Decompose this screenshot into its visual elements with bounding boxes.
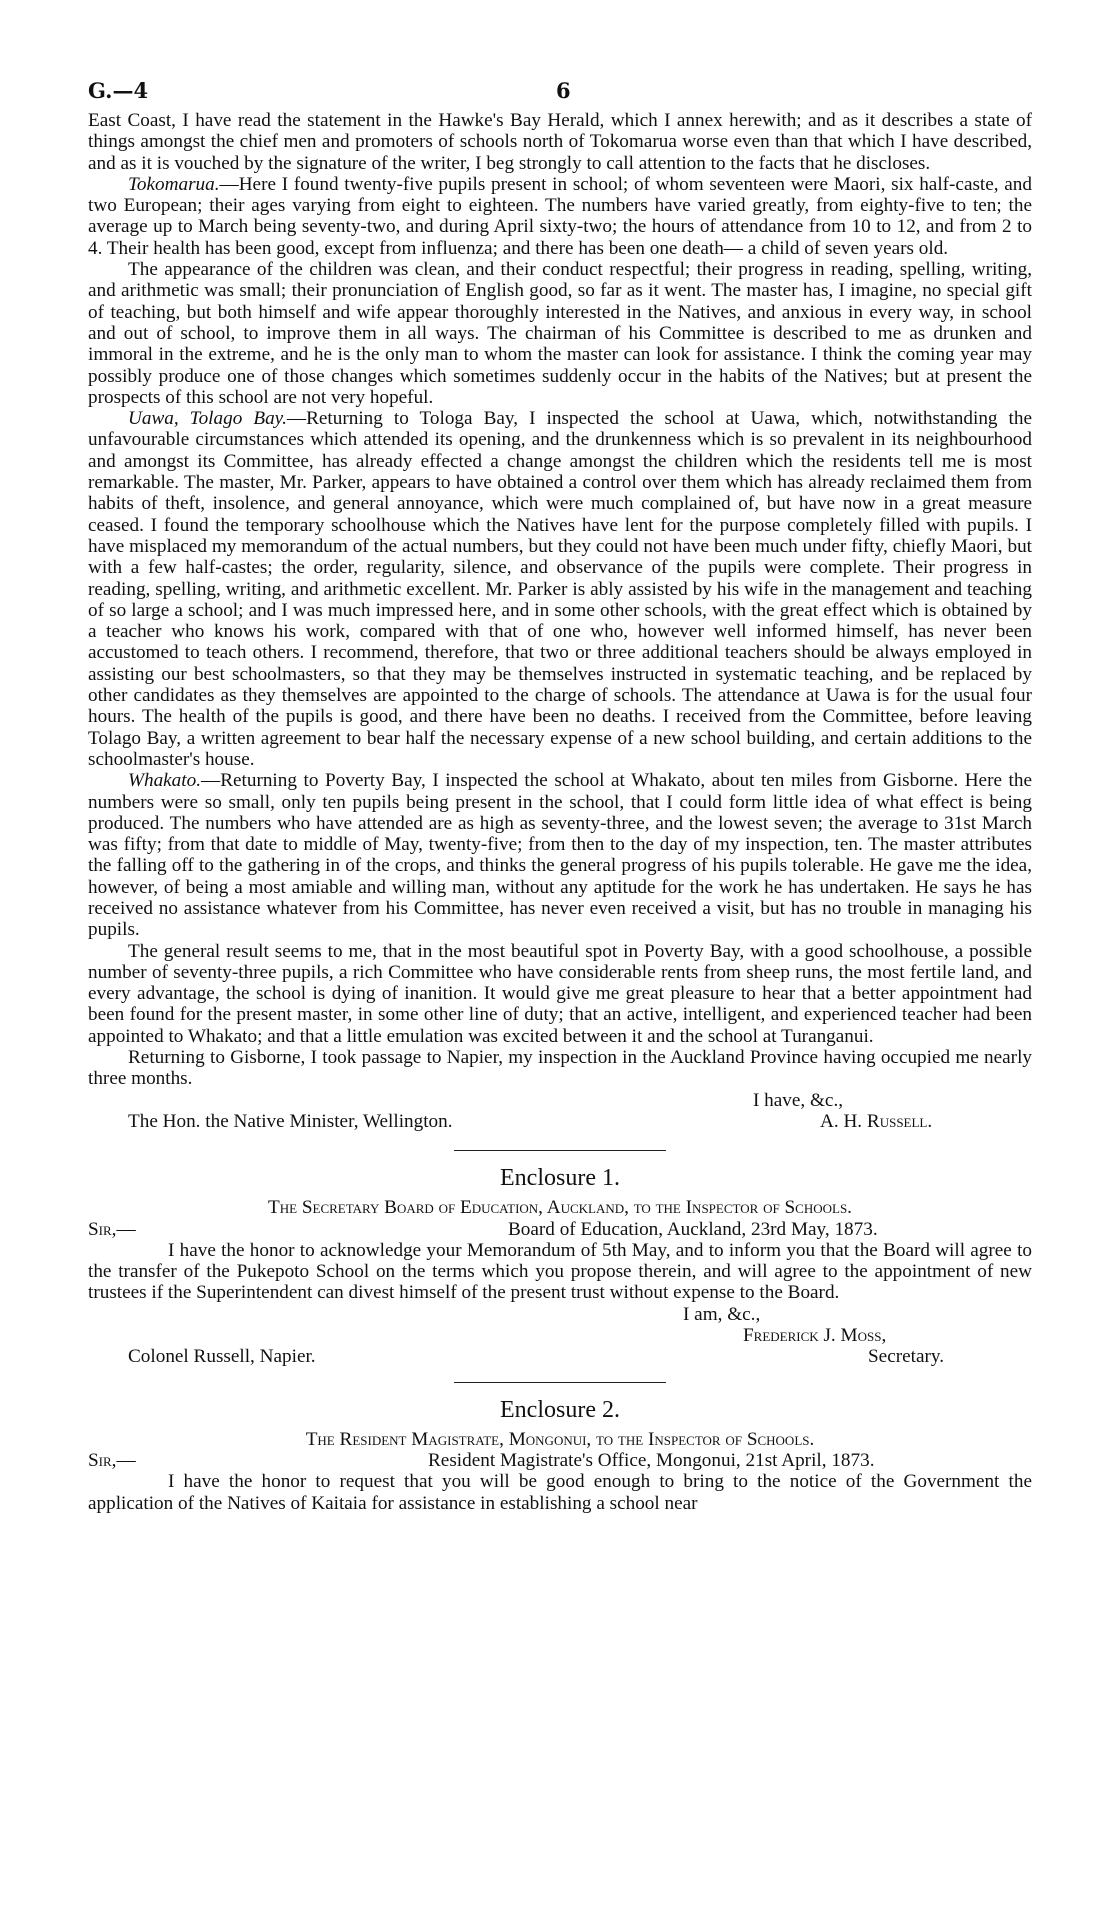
enclosure-2-salutation: Sir,—: [88, 1449, 136, 1471]
paragraph-tokomarua: [88, 174, 1032, 259]
enclosure-1-signer-title: Secretary.: [868, 1346, 944, 1368]
enclosure-1-closing-row: [88, 1304, 1032, 1325]
divider: [454, 1150, 666, 1151]
place-whakato: Whakato.: [128, 770, 202, 792]
addressee: The Hon. the Native Minister, Wellington.: [128, 1110, 453, 1132]
enclosure-2-title: Enclosure 2.: [500, 1396, 620, 1423]
place-tokomarua: Tokomarua.: [128, 173, 220, 195]
paragraph-uawa: [88, 408, 1032, 770]
enclosure-2-salutation-row: [88, 1450, 1032, 1471]
enclosure-2: [88, 1395, 1032, 1514]
divider: [454, 1382, 666, 1383]
enclosure-2-dateline: Resident Magistrate's Office, Mongonui, 21st April, 1873.: [428, 1449, 875, 1471]
place-uawa: Uawa, Tolago Bay.: [128, 408, 287, 430]
signature-row: [88, 1111, 1032, 1132]
enclosure-1-dateline: Board of Education, Auckland, 23rd May, 1873.: [508, 1218, 878, 1240]
enclosure-1-from: The Secretary Board of Education, Auckland, to the Inspector of Schools.: [268, 1197, 852, 1219]
paragraph-uawa-text: —Returning to Tologa Bay, I inspected the school at Uawa, which, notwithstanding the unfavourable circumstances which attended its opening, and the drunkenness which is so prevalent in its neighbourhood and amongst its Committee, has already effected a change amongst the children which the residents tell me is most remarkable. The master, Mr. Parker, appears to have obtained a control over them which has already reclaimed them from habits of theft, insolence, and general annoyance, which were much complained of, but have now in a great measure ceased. I found the temporary schoolhouse which the Natives have lent for the purpose completely filled with pupils. I have misplaced my memorandum of the actual numbers, but they could not have been much under fifty, chiefly Maori, but with a few half-castes; the order, regularity, silence, and observance of the pupils were complete. Their progress in reading, spelling, writing, and arithmetic excellent. Mr. Parker is ably assisted by his wife in the management and teaching of so large a school; and I was much impressed here, and in some other schools, with the great effect which is obtained by a teacher who knows his work, compared with that of one who, however well informed himself, has never been accustomed to teach others. I recommend, therefore, that two or three additional teachers should be always employed in assisting our best schoolmasters, so that they may be themselves instructed in systematic teaching, and be replaced by other candidates as they themselves are appointed to the charge of schools. The attendance at Uawa is for the usual four hours. The health of the pupils is good, and there have been no deaths. I received from the Committee, before leaving Tolago Bay, a written agreement to bear half the necessary expense of a new school building, and certain additions to the schoolmaster's house.: [88, 408, 1032, 770]
paragraph-tokomarua-text: —Here I found twenty-five pupils present in school; of whom seventeen were Maori, six half-caste, and two European; their ages varying from eight to eighteen. The numbers have varied greatly, from eighty-five to ten; the average up to March being seventy-two, and during April sixty-two; the hours of attendance from 10 to 12, and from 2 to 4. Their health has been good, except from influenza; and there has been one death— a child of seven years old.: [88, 173, 1032, 259]
enclosure-1-closing: I am, &c.,: [683, 1303, 761, 1325]
signature: A. H. Russell.: [820, 1110, 933, 1132]
paragraph-returning: Returning to Gisborne, I took passage to Napier, my inspection in the Auckland Province having occupied me nearly three months.: [88, 1047, 1032, 1090]
paragraph-east-coast: East Coast, I have read the statement in the Hawke's Bay Herald, which I annex herewith; and as it describes a state of things amongst the chief men and promoters of schools north of Tokomarua worse even than that which I have described, and as it is vouched by the signature of the writer, I beg strongly to call attention to the facts that he discloses.: [88, 110, 1032, 174]
enclosure-1-salutation: Sir,—: [88, 1218, 136, 1240]
enclosure-2-from: The Resident Magistrate, Mongonui, to the Inspector of Schools.: [305, 1428, 815, 1450]
report-body: [88, 110, 1032, 1132]
paragraph-whakato-text: —Returning to Poverty Bay, I inspected the school at Whakato, about ten miles from Gisborne. Here the numbers were so small, only ten pupils being present in the school, that I could form little idea of what effect is being produced. The numbers who have attended are as high as seventy-three, and the lowest seven; the average to 31st March was fifty; from that date to middle of May, twenty-five; from then to the day of my inspection, ten. The master attributes the falling off to the gathering in of the crops, and thinks the general progress of his pupils tolerable. He gave me the idea, however, of being a most amiable and willing man, without any aptitude for the work he has undertaken. He says he has received no assistance whatever from his Committee, has never even received a visit, but has no trouble in managing his pupils.: [88, 770, 1032, 941]
enclosure-1-addressee-row: [88, 1346, 1032, 1367]
paragraph-whakato: [88, 770, 1032, 940]
page-header: [88, 70, 1032, 110]
paragraph-general-result: The general result seems to me, that in the most beautiful spot in Poverty Bay, with a good schoolhouse, a possible number of seventy-three pupils, a rich Committee who have considerable rents from sheep runs, the most fertile land, and every advantage, the school is dying of inanition. It would give me great pleasure to hear that a better appointment had been found for the present master, in some other line of duty; that an active, intelligent, and experienced teacher had been appointed to Whakato; and that a little emulation was excited between it and the school at Turanganui.: [88, 940, 1032, 1047]
enclosure-1-addressee: Colonel Russell, Napier.: [128, 1346, 316, 1368]
page-number: 6: [556, 78, 571, 103]
document-code: G.—4: [88, 78, 149, 103]
enclosure-1-body: I have the honor to acknowledge your Memorandum of 5th May, and to inform you that the Board will agree to the transfer of the Pukepoto School on the terms which you propose therein, and will agree to the appointment of new trustees if the Superintendent can divest himself of the present trust without expense to the Board.: [88, 1239, 1032, 1304]
enclosure-1-signature-row: [88, 1325, 1032, 1346]
closing: I have, &c.,: [753, 1089, 844, 1111]
enclosure-1-signature: Frederick J. Moss,: [743, 1325, 887, 1347]
enclosure-1-salutation-row: [88, 1219, 1032, 1240]
enclosure-1-title: Enclosure 1.: [500, 1165, 620, 1192]
paragraph-appearance: The appearance of the children was clean, and their conduct respectful; their progress in reading, spelling, writing, and arithmetic was small; their pronunciation of English good, so far as it went. The master has, I imagine, no special gift of teaching, but both himself and wife appear thoroughly interested in the Natives, and anxious in every way, in school and out of school, to improve them in all ways. The chairman of his Committee is described to me as drunken and immoral in the extreme, and he is the only man to whom the master can look for assistance. I think the coming year may possibly produce one of those changes which sometimes suddenly occur in the habits of the Natives; but at present the prospects of this school are not very hopeful.: [88, 259, 1032, 408]
enclosure-1: [88, 1163, 1032, 1367]
enclosure-2-body: I have the honor to request that you will be good enough to bring to the notice of the Government the application of the Natives of Kaitaia for assistance in establishing a school near: [88, 1471, 1032, 1514]
closing-row: [88, 1090, 1032, 1111]
